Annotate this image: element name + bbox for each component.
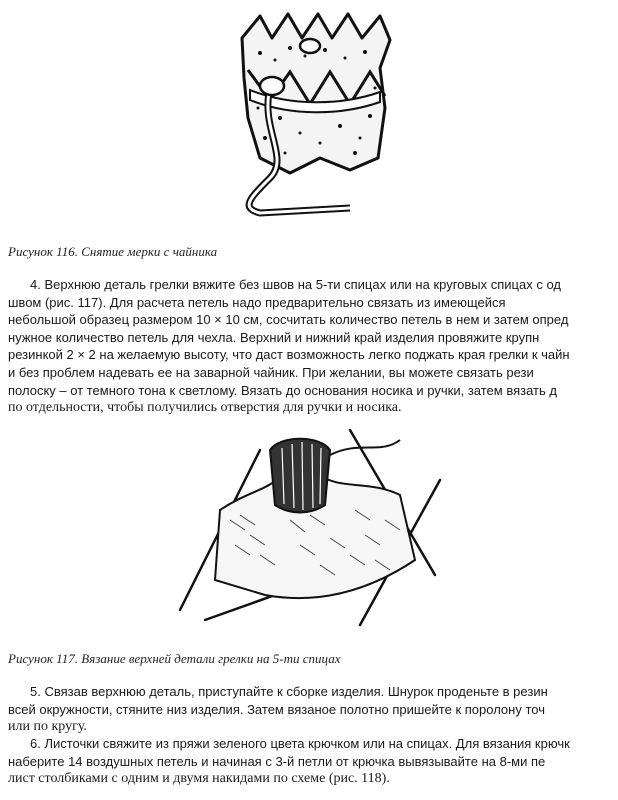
figure-116-caption: Рисунок 116. Снятие мерки с чайника bbox=[8, 244, 218, 259]
paragraph-4-line: 4. Верхнюю деталь грелки вяжите без швов на 5-ти спицах или на круговых спицах с од bbox=[30, 277, 561, 292]
paragraph-4-line: полоску – от темного тона к светлому. Вязать до основания носика и ручки, затем вязать д bbox=[8, 382, 557, 398]
teapot-cozy-measuring-tape-illustration bbox=[230, 8, 400, 223]
paragraph-5 bbox=[8, 683, 618, 736]
paragraph-6-line: лист столбиками с одним и двумя накидами по схеме (рис. 118). bbox=[8, 771, 390, 787]
paragraph-4 bbox=[8, 276, 618, 417]
paragraph-4-line: по отдельности, чтобы получились отверстия для ручки и носика. bbox=[8, 400, 402, 416]
paragraph-5-line: 5. Связав верхнюю деталь, приступайте к сборке изделия. Шнурок проденьте в резин bbox=[30, 684, 548, 699]
paragraph-6-line: наберите 14 воздушных петель и начиная с 3-й петли от крючка вывязывайте на 8-ми пе bbox=[8, 753, 546, 769]
paragraph-4-line: и без проблем надевать ее на заварной чайник. При желании, вы можете связать рези bbox=[8, 364, 534, 380]
figure-117-illustration bbox=[170, 420, 470, 635]
paragraph-4-line: нужное количество петель для чехла. Верхний и нижний край изделия провяжите крупн bbox=[8, 329, 540, 345]
knitting-on-five-needles-illustration bbox=[170, 420, 470, 635]
figure-117-caption: Рисунок 117. Вязание верхней детали грелки на 5-ти спицах bbox=[8, 651, 341, 666]
figure-116-illustration bbox=[230, 8, 400, 223]
paragraph-6 bbox=[8, 735, 618, 788]
paragraph-6-line: 6. Листочки свяжите из пряжи зеленого цвета крючком или на спицах. Для вязания крючк bbox=[30, 736, 570, 751]
paragraph-4-line: швом (рис. 117). Для расчета петель надо предварительно связать из имеющейся bbox=[8, 294, 506, 310]
paragraph-5-line: всей окружности, стяните низ изделия. Затем вязаное полотно пришейте к поролону точ bbox=[8, 701, 545, 717]
paragraph-4-line: резинкой 2 × 2 на желаемую высоту, что даст возможность легко поджать края грелки к чайн bbox=[8, 347, 570, 363]
paragraph-5-line: или по кругу. bbox=[8, 719, 87, 735]
paragraph-4-line: небольшой образец размером 10 × 10 см, сосчитать количество петель в нем и затем опред bbox=[8, 312, 569, 328]
